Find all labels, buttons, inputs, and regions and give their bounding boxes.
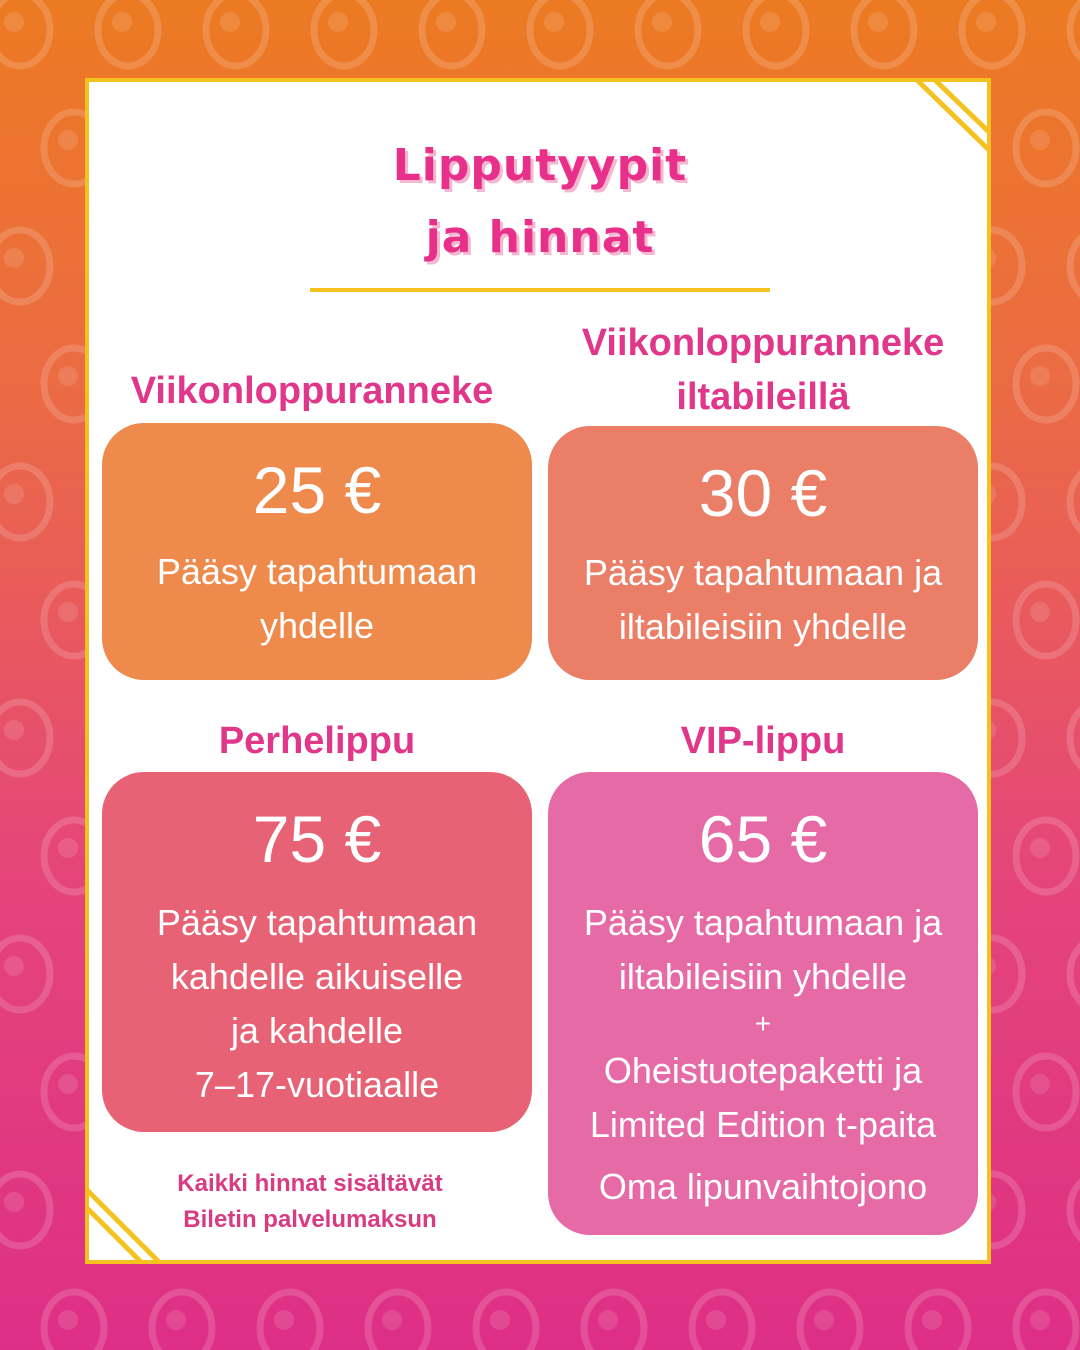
background-ring — [0, 466, 50, 538]
background-dot — [544, 12, 564, 32]
background-dot — [868, 12, 888, 32]
background-dot — [922, 1310, 942, 1330]
background-dot — [598, 1310, 618, 1330]
ticket-description-line: kahdelle aikuiselle — [170, 956, 464, 997]
background-ring — [98, 0, 158, 66]
background-ring — [206, 0, 266, 66]
ticket-description-line: Pääsy tapahtumaan ja — [583, 902, 943, 943]
ticket-extra-line: Oheistuotepaketti ja — [603, 1050, 923, 1091]
ticket-price: 65 € — [698, 802, 828, 876]
background-dot — [58, 838, 78, 858]
background-ring — [530, 0, 590, 66]
ticket-description-line: yhdelle — [259, 605, 375, 646]
ticket-description-line: Pääsy tapahtumaan — [156, 551, 478, 592]
price-footnote: Kaikki hinnat sisältävät Biletin palvelumaksun — [177, 1170, 443, 1233]
ticket-description-line: ja kahdelle — [230, 1010, 404, 1051]
plus-sign: + — [754, 1008, 772, 1039]
background-dot — [58, 602, 78, 622]
background-dot — [58, 1310, 78, 1330]
background-ring — [1070, 702, 1080, 774]
ticket-description-line: iltabileisiin yhdelle — [618, 606, 908, 647]
background-ring — [1070, 0, 1080, 66]
background-ring — [962, 0, 1022, 66]
background-ring — [0, 0, 50, 66]
background-dot — [436, 12, 456, 32]
background-ring — [1070, 466, 1080, 538]
background-dot — [760, 12, 780, 32]
background-ring — [1070, 938, 1080, 1010]
background-ring — [314, 0, 374, 66]
ticket-card-weekend — [102, 423, 532, 680]
background-dot — [814, 1310, 834, 1330]
background-dot — [490, 1310, 510, 1330]
ticket-card-vip — [548, 772, 978, 1235]
background-dot — [112, 12, 132, 32]
background-dot — [4, 956, 24, 976]
background-dot — [58, 366, 78, 386]
background-dot — [1030, 838, 1050, 858]
background-ring — [854, 0, 914, 66]
background-dot — [4, 1192, 24, 1212]
page-title-line2: ja hinnat — [425, 212, 655, 263]
ticket-heading-weekend-party: Viikonloppuranneke iltabileillä — [581, 322, 945, 418]
background-ring — [0, 938, 50, 1010]
background-ring — [746, 0, 806, 66]
background-dot — [4, 484, 24, 504]
background-dot — [1030, 602, 1050, 622]
background-dot — [220, 12, 240, 32]
background-dot — [4, 12, 24, 32]
ticket-heading-family: Perhelippu — [218, 720, 416, 762]
background-ring — [422, 0, 482, 66]
background-dot — [976, 12, 996, 32]
ticket-extra-line: Limited Edition t-paita — [589, 1104, 937, 1145]
background-dot — [328, 12, 348, 32]
ticket-description-line: iltabileisiin yhdelle — [618, 956, 908, 997]
ticket-description-line: 7–17-vuotiaalle — [194, 1064, 440, 1105]
background-ring — [0, 1174, 50, 1246]
background-dot — [166, 1310, 186, 1330]
ticket-price: 75 € — [252, 802, 382, 876]
background-ring — [1070, 1174, 1080, 1246]
background-dot — [1030, 1310, 1050, 1330]
background-ring — [0, 702, 50, 774]
background-dot — [1030, 1074, 1050, 1094]
background-dot — [4, 720, 24, 740]
background-dot — [382, 1310, 402, 1330]
background-dot — [652, 12, 672, 32]
ticket-card-family — [102, 772, 532, 1132]
background-dot — [1030, 366, 1050, 386]
page-title-line1: Lipputyypit — [392, 140, 688, 191]
ticket-price: 25 € — [252, 453, 382, 527]
background-dot — [706, 1310, 726, 1330]
ticket-extra-line: Oma lipunvaihtojono — [598, 1166, 928, 1207]
ticket-heading-weekend: Viikonloppuranneke — [130, 370, 494, 412]
ticket-description-line: Pääsy tapahtumaan — [156, 902, 478, 943]
ticket-description-line: Pääsy tapahtumaan ja — [583, 552, 943, 593]
ticket-card-weekend-party — [548, 426, 978, 680]
ticket-price: 30 € — [698, 456, 828, 530]
background-dot — [274, 1310, 294, 1330]
background-ring — [638, 0, 698, 66]
background-dot — [58, 1074, 78, 1094]
title-divider — [310, 288, 770, 292]
ticket-heading-vip: VIP-lippu — [680, 720, 846, 762]
